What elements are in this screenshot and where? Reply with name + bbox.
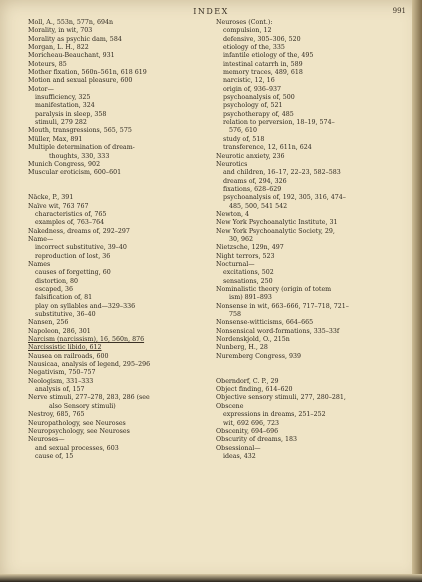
index-entry: Nunberg, H., 28 [216,344,268,352]
index-subentry: incorrect substitutive, 39–40 [35,244,127,252]
index-entry: Moricheau-Beauchant, 931 [28,52,115,60]
index-entry: Objective sensory stimuli, 277, 280–281, [216,394,346,402]
index-subentry: intestinal catarrh in, 589 [223,60,303,68]
index-entry: Munich Congress, 902 [28,160,101,168]
index-subentry: expressions in dreams, 251–252 [223,411,326,419]
page-edge-right [412,0,422,582]
index-subentry: psychoanalysis of, 192, 305, 316, 474– [223,194,346,202]
index-entry: Names [28,260,51,268]
index-entry: Nocturnal— [216,260,255,268]
index-subentry: etiology of the, 335 [223,44,285,52]
index-subentry: insufficiency, 325 [35,94,91,102]
index-subentry: manifestation, 324 [35,102,95,110]
index-subentry: excitations, 502 [223,269,274,277]
index-subentry: relation to perversion, 18–19, 574– [223,119,335,127]
index-entry: Nausea on railroads, 600 [28,352,109,360]
index-entry: Narcissistic libido, 612 [28,344,102,352]
index-subentry: defensive, 305–306, 520 [223,35,301,43]
index-subentry: and children, 16–17, 22–23, 582–583 [223,169,341,177]
index-subentry: analysis of, 157 [35,386,85,394]
page-number: 991 [392,7,406,15]
index-entry: Newton, 4 [216,210,250,218]
index-subentry: infantile etiology of the, 495 [223,52,314,60]
index-gap [28,178,190,186]
index-entry: Moll, A., 553n, 577n, 694n [28,19,114,26]
index-entry: Nordenskjold, O., 215n [216,336,290,344]
index-subentry: 30, 962 [229,235,254,243]
index-entry: Obsessional— [216,444,261,452]
index-subentry: 758 [229,311,242,319]
index-entry: Nansen, 256 [28,319,69,327]
index-subentry: ideas, 432 [223,452,256,460]
index-entry: Neologism, 331–333 [28,377,94,385]
index-entry: Neuroses— [28,436,65,444]
index-subentry: ism) 891–893 [229,294,272,302]
index-entry: Naïve wit, 763 767 [28,202,89,210]
index-subentry: cause of, 15 [35,452,74,460]
index-entry: Nonsensical word-formations, 335–33f [216,327,340,335]
index-subentry: characteristics of, 765 [35,210,107,218]
index-entry: Neuropsychology, see Neuroses [28,427,130,435]
index-subentry: reproduction of lost, 36 [35,252,111,260]
index-subentry: stimuli, 279 282 [35,119,87,127]
index-subentry: compulsion, 12 [223,27,272,35]
index-subentry: wit, 692 696, 723 [223,419,279,427]
index-gap [216,369,384,377]
index-subentry: psychotherapy of, 485 [223,110,294,118]
index-entry: Moteurs, 85 [28,60,67,68]
index-entry: Morgan, L. H., 822 [28,44,89,52]
index-gap [216,361,384,369]
index-entry: Narcism (narcissism), 16, 560n, 876 [28,336,145,344]
index-subentry: thoughts, 330, 333 [49,152,110,160]
index-entry: Neurotic anxiety, 236 [216,152,285,160]
index-subentry: causes of forgetting, 60 [35,269,111,277]
index-entry: Müller, Max, 891 [28,135,83,143]
index-subentry: narcistic, 12, 16 [223,77,275,85]
index-subentry: dreams of, 294, 326 [223,177,287,185]
index-subentry: study of, 518 [223,135,265,143]
index-subentry: 576, 610 [229,127,258,135]
index-subentry: 485, 500, 541 542 [229,202,288,210]
index-entry: Nietzsche, 129n, 497 [216,244,284,252]
index-entry: Nonsense-witticisms, 664–665 [216,319,314,327]
index-entry: Nonsense in wit, 663–666, 717–718, 721– [216,302,349,310]
index-subentry: substitutive, 36–40 [35,311,96,319]
index-subentry: psychology of, 521 [223,102,283,110]
index-entry: Napoleon, 286, 301 [28,327,91,335]
index-entry: Name— [28,235,54,243]
index-subentry: distortion, 80 [35,277,79,285]
index-subentry: play on syllables and—329–336 [35,302,136,310]
index-entry: Nominalistic theory (origin of totem [216,286,332,293]
index-column-right [216,19,384,461]
index-entry: Mother fixation, 560n–561n, 618 619 [28,69,147,77]
index-entry: Obscenity, 694–696 [216,427,279,435]
index-subentry: paralysis in sleep, 358 [35,110,107,118]
index-entry: Morality, in wit, 703 [28,27,93,35]
index-subentry: escaped, 36 [35,286,74,293]
index-entry: Nakedness, dreams of, 292–297 [28,227,130,235]
index-entry: Neuropathology, see Neuroses [28,419,126,427]
index-subentry: examples of, 763–764 [35,219,105,227]
index-entry: Nausicaa, analysis of legend, 295–296 [28,361,151,369]
index-entry: Night terrors, 523 [216,252,275,260]
index-entry: Nuremberg Congress, 939 [216,352,301,360]
index-subentry: psychoanalysis of, 500 [223,94,295,102]
index-column-left [28,19,190,461]
page-edge-bottom [0,574,422,582]
index-gap [28,186,190,194]
index-entry: Neurotics [216,160,248,168]
index-entry: Object finding, 614–620 [216,386,293,394]
index-subentry: transference, 12, 611n, 624 [223,144,312,152]
index-entry: Oberndorf, C. P., 29 [216,377,279,385]
page-title: INDEX [193,7,229,16]
index-entry: Morality as psychic dam, 584 [28,35,122,43]
index-entry: Motion and sexual pleasure, 600 [28,77,133,85]
index-entry: Näcke, P., 391 [28,194,74,202]
index-subentry: and sexual processes, 603 [35,444,119,452]
index-entry: Negativism, 750–757 [28,369,96,377]
index-subentry: origin of, 936–937 [223,85,282,93]
index-subentry: fixations, 628–629 [223,185,282,193]
index-entry: Muscular eroticism, 600–601 [28,169,122,177]
index-entry: Mouth, transgressions, 565, 575 [28,127,132,135]
index-entry: Nerve stimuli, 277–278, 283, 286 (see [28,394,150,402]
index-entry: New York Psychoanalytic Society, 29, [216,227,335,235]
index-entry: Motor— [28,85,54,93]
index-entry: Obscene [216,402,244,410]
index-subentry: memory traces, 489, 618 [223,69,303,77]
index-entry: Nestroy, 685, 765 [28,411,85,419]
index-subentry: also Sensory stimuli) [49,402,116,410]
index-entry: Obscurity of dreams, 183 [216,436,297,444]
index-subentry: sensations, 250 [223,277,273,285]
index-entry: Neuroses (Cont.): [216,19,273,26]
index-subentry: falsification of, 81 [35,294,93,302]
index-entry: New York Psychoanalytic Institute, 31 [216,219,338,227]
index-entry: Multiple determination of dream- [28,144,135,152]
